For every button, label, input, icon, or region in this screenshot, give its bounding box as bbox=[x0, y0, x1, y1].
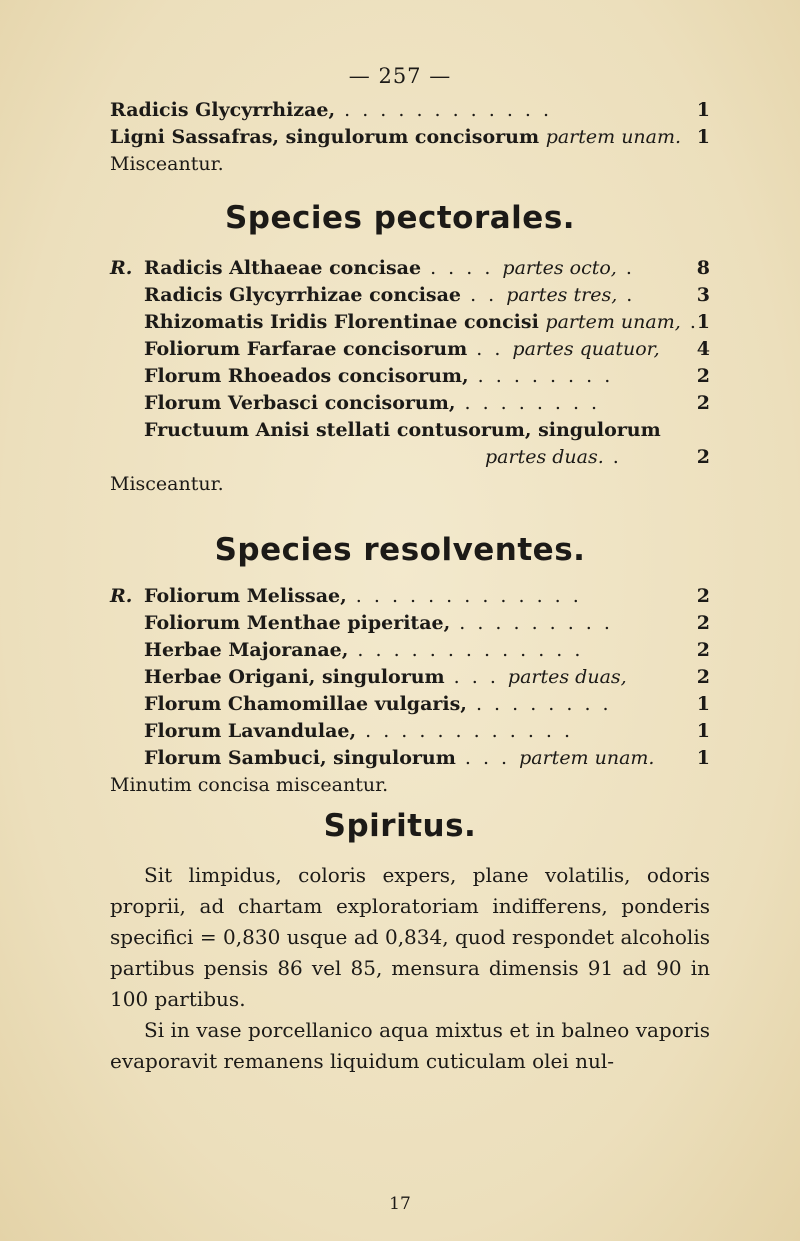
recipe-line: Florum Lavandulae, . . . . . . . . . . . . 1 bbox=[144, 720, 710, 742]
top-recipe bbox=[110, 97, 710, 178]
recipe-line: Florum Chamomillae vulgaris, . . . . . . . . 1 bbox=[144, 693, 710, 715]
recipe-line: Florum Rhoeados concisorum, . . . . . . . . 2 bbox=[144, 365, 710, 387]
misceantur-note: Misceantur. bbox=[110, 153, 224, 175]
recipe-line: Radicis Glycyrrhizae concisae . . partes tres, . 3 bbox=[144, 284, 710, 306]
spiritus-text bbox=[110, 860, 710, 1077]
recipe-line: R. Radicis Althaeae concisae . . . . partes octo, . 8 bbox=[110, 255, 710, 282]
recipe-line: Foliorum Farfarae concisorum . . partes quatuor, 4 bbox=[144, 338, 710, 360]
paragraph: Sit limpidus, coloris expers, plane volatilis, odoris proprii, ad chartam exploratoriam indifferens, ponderis specifici = 0,830 usque ad 0,834, quod respondet alcoholis partibus pensis 86 vel 85, mensura dimensis 91 ad 90 in 100 partibus. bbox=[110, 863, 710, 1011]
rx-symbol: R. bbox=[110, 585, 133, 607]
recipe-line: Fructuum Anisi stellati contusorum, singulorum bbox=[144, 419, 661, 441]
recipe-line: partes duas. . 2 bbox=[485, 446, 710, 468]
section-heading-spiritus: Spiritus. bbox=[323, 808, 477, 844]
misceantur-note: Misceantur. bbox=[110, 473, 224, 495]
ingredient-label: Ligni Sassafras, singulorum concisorum bbox=[110, 126, 546, 148]
recipe-line: Herbae Majoranae, . . . . . . . . . . . . . 2 bbox=[144, 639, 710, 661]
recipe-resolventes bbox=[110, 583, 710, 799]
recipe-line: Florum Verbasci concisorum, . . . . . . . . 2 bbox=[144, 392, 710, 414]
recipe-line: Herbae Origani, singulorum . . . partes duas, 2 bbox=[144, 666, 710, 688]
ingredient-label: Radicis Glycyrrhizae, bbox=[110, 99, 336, 121]
recipe-line: Radicis Glycyrrhizae, . . . . . . . . . . . . 1 bbox=[110, 97, 710, 124]
rx-symbol: R. bbox=[110, 257, 133, 279]
recipe-pectorales bbox=[110, 255, 710, 498]
recipe-line: Foliorum Menthae piperitae, . . . . . . . . . 2 bbox=[144, 612, 710, 634]
page-number: — 257 — bbox=[348, 64, 452, 88]
recipe-line: Ligni Sassafras, singulorum concisorum partem unam. 1 bbox=[110, 124, 710, 151]
misceantur-note: Minutim concisa misceantur. bbox=[110, 774, 389, 796]
recipe-line: Florum Sambuci, singulorum . . . partem unam. 1 bbox=[144, 747, 710, 769]
recipe-line: Rhizomatis Iridis Florentinae concisi partem unam, . 1 bbox=[144, 311, 710, 333]
signature-mark: 17 bbox=[389, 1194, 411, 1214]
section-heading-pectorales: Species pectorales. bbox=[224, 200, 576, 236]
quantity: 1 bbox=[696, 126, 710, 148]
section-heading-resolventes: Species resolventes. bbox=[214, 532, 586, 568]
quantity: 1 bbox=[696, 99, 710, 121]
recipe-line: R. Foliorum Melissae, . . . . . . . . . . . . . 2 bbox=[110, 583, 710, 610]
paragraph: Si in vase porcellanico aqua mixtus et in balneo vaporis evaporavit remanens liquidum cuticulam olei nul- bbox=[110, 1018, 710, 1073]
